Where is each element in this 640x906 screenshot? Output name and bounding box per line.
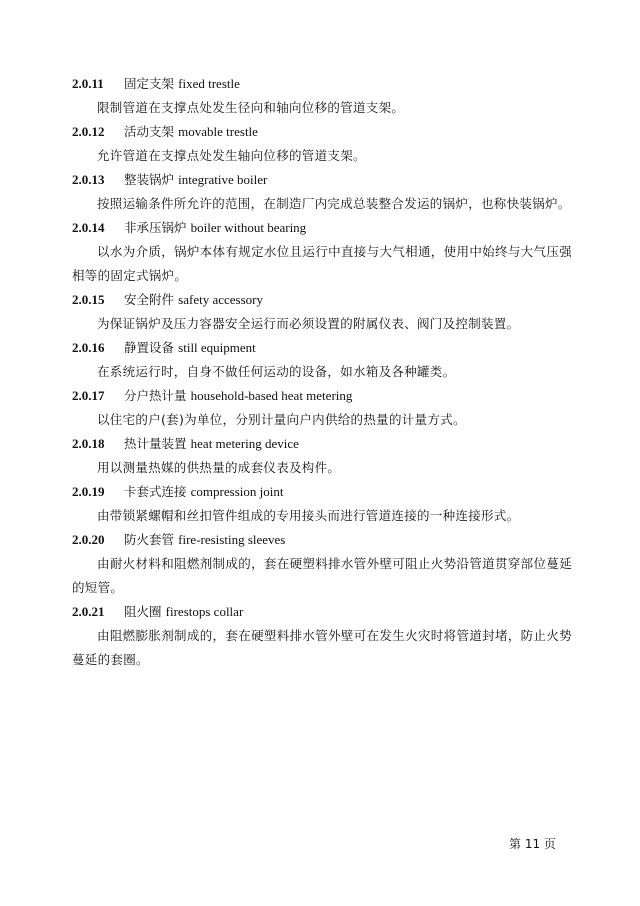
term-number: 2.0.11 bbox=[72, 76, 104, 91]
term-english: safety accessory bbox=[178, 292, 263, 307]
term-chinese: 整装锅炉 bbox=[124, 172, 175, 187]
term-heading bbox=[72, 600, 572, 624]
term-heading bbox=[72, 432, 572, 456]
term-entry-2-0-20 bbox=[72, 528, 572, 600]
term-chinese: 卡套式连接 bbox=[124, 484, 187, 499]
term-chinese: 热计量装置 bbox=[124, 436, 187, 451]
term-entry-2-0-13 bbox=[72, 168, 572, 216]
term-number: 2.0.15 bbox=[72, 292, 105, 307]
term-english: fixed trestle bbox=[178, 76, 240, 91]
term-number: 2.0.18 bbox=[72, 436, 105, 451]
term-heading bbox=[72, 168, 572, 192]
term-number: 2.0.14 bbox=[72, 220, 105, 235]
page-number: 第 11 页 bbox=[509, 837, 556, 851]
term-entry-2-0-17 bbox=[72, 384, 572, 432]
term-chinese: 静置设备 bbox=[124, 340, 175, 355]
term-definition: 由带锁紧螺帽和丝扣管件组成的专用接头而进行管道连接的一种连接形式。 bbox=[97, 508, 520, 523]
term-entry-2-0-11 bbox=[72, 72, 572, 120]
term-number: 2.0.20 bbox=[72, 532, 105, 547]
term-definition: 允许管道在支撑点处发生轴向位移的管道支架。 bbox=[97, 148, 366, 163]
term-heading bbox=[72, 480, 572, 504]
term-list bbox=[72, 72, 572, 672]
term-definition: 由耐火材料和阻燃剂制成的，套在硬塑料排水管外壁可阻止火势沿管道贯穿部位蔓延的短管。 bbox=[72, 556, 572, 595]
term-chinese: 活动支架 bbox=[124, 124, 175, 139]
term-chinese: 非承压锅炉 bbox=[124, 220, 187, 235]
term-heading bbox=[72, 528, 572, 552]
term-number: 2.0.16 bbox=[72, 340, 105, 355]
term-entry-2-0-16 bbox=[72, 336, 572, 384]
term-number: 2.0.17 bbox=[72, 388, 105, 403]
term-number: 2.0.12 bbox=[72, 124, 105, 139]
term-chinese: 分户热计量 bbox=[124, 388, 187, 403]
term-definition: 以水为介质，锅炉本体有规定水位且运行中直接与大气相通，使用中始终与大气压强相等的固定式锅炉。 bbox=[72, 244, 572, 283]
term-definition: 限制管道在支撑点处发生径向和轴向位移的管道支架。 bbox=[97, 100, 405, 115]
term-english: compression joint bbox=[190, 484, 284, 499]
term-entry-2-0-18 bbox=[72, 432, 572, 480]
term-heading bbox=[72, 384, 572, 408]
term-english: still equipment bbox=[178, 340, 256, 355]
term-heading bbox=[72, 336, 572, 360]
term-entry-2-0-12 bbox=[72, 120, 572, 168]
term-english: household-based heat metering bbox=[190, 388, 353, 403]
term-english: integrative boiler bbox=[178, 172, 268, 187]
term-chinese: 安全附件 bbox=[124, 292, 175, 307]
term-heading bbox=[72, 216, 572, 240]
term-number: 2.0.19 bbox=[72, 484, 105, 499]
term-english: boiler without bearing bbox=[190, 220, 307, 235]
term-heading bbox=[72, 120, 572, 144]
term-chinese: 防火套管 bbox=[124, 532, 175, 547]
term-entry-2-0-14 bbox=[72, 216, 572, 288]
term-definition: 按照运输条件所允许的范围，在制造厂内完成总装整合发运的锅炉，也称快装锅炉。 bbox=[97, 196, 571, 211]
term-definition: 在系统运行时，自身不做任何运动的设备，如水箱及各种罐类。 bbox=[97, 364, 456, 379]
term-english: heat metering device bbox=[190, 436, 299, 451]
term-heading bbox=[72, 288, 572, 312]
term-definition: 以住宅的户(套)为单位，分别计量向户内供给的热量的计量方式。 bbox=[97, 412, 466, 427]
term-definition: 用以测量热媒的供热量的成套仪表及构件。 bbox=[97, 460, 341, 475]
term-definition: 由阻燃膨胀剂制成的，套在硬塑料排水管外壁可在发生火灾时将管道封堵，防止火势蔓延的套圈。 bbox=[72, 628, 572, 667]
term-number: 2.0.21 bbox=[72, 604, 105, 619]
term-chinese: 阻火圈 bbox=[124, 604, 162, 619]
term-entry-2-0-19 bbox=[72, 480, 572, 528]
term-english: movable trestle bbox=[178, 124, 258, 139]
term-english: firestops collar bbox=[165, 604, 244, 619]
term-english: fire-resisting sleeves bbox=[178, 532, 286, 547]
term-entry-2-0-15 bbox=[72, 288, 572, 336]
term-definition: 为保证锅炉及压力容器安全运行而必须设置的附属仪表、阀门及控制装置。 bbox=[97, 316, 520, 331]
term-chinese: 固定支架 bbox=[124, 76, 175, 91]
term-number: 2.0.13 bbox=[72, 172, 105, 187]
term-heading bbox=[72, 72, 572, 96]
term-entry-2-0-21 bbox=[72, 600, 572, 672]
